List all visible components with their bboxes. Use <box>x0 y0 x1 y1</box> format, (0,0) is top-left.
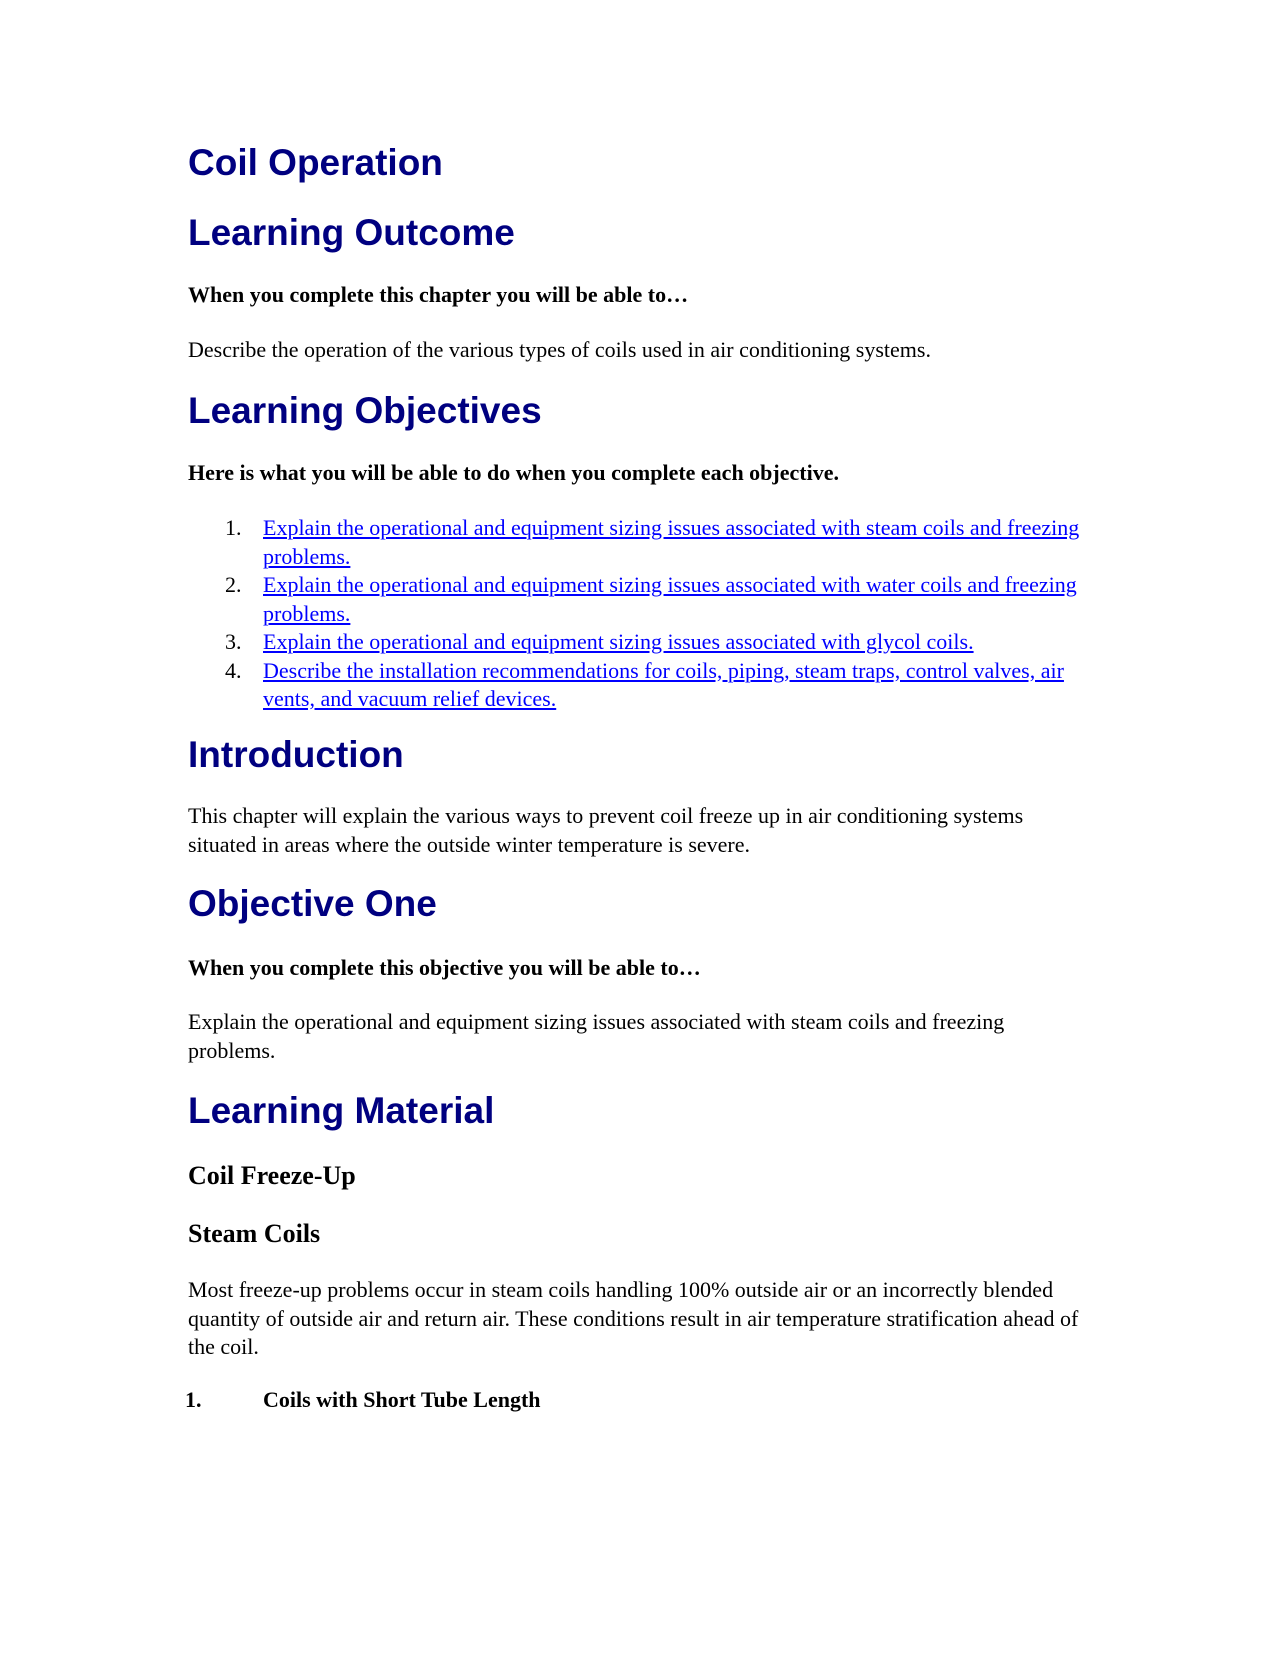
objective-number: 4. <box>225 657 242 683</box>
introduction-heading: Introduction <box>188 734 404 775</box>
objectives-list <box>188 514 1088 714</box>
objective-number: 1. <box>225 515 242 540</box>
objective-link-4[interactable]: Describe the installation recommendations for coils, piping, steam traps, control valves, air vents, and vacuum relief devices. <box>263 657 1064 711</box>
objective-one-text: Explain the operational and equipment sizing issues associated with steam coils and freezing problems. <box>188 1009 1005 1063</box>
objective-link-1[interactable]: Explain the operational and equipment sizing issues associated with steam coils and freezing problems. <box>263 515 1080 569</box>
coil-freeze-up-heading: Coil Freeze-Up <box>188 1161 356 1190</box>
section-title: Coils with Short Tube Length <box>263 1387 541 1412</box>
objective-number: 3. <box>225 629 242 654</box>
objective-one-lead: When you complete this objective you will be able to… <box>188 955 701 980</box>
steam-coils-text: Most freeze-up problems occur in steam coils handling 100% outside air or an incorrectly blended quantity of outside air and return air. These conditions result in air temperature stratification ahead of the coil. <box>188 1277 1079 1359</box>
objective-item-2 <box>188 571 1088 628</box>
numbered-section-heading <box>185 1386 541 1414</box>
learning-outcome-heading: Learning Outcome <box>188 212 515 253</box>
objective-one-heading: Objective One <box>188 883 437 924</box>
section-number: 1. <box>185 1387 202 1412</box>
objective-item-3 <box>188 628 1088 657</box>
objective-item-4 <box>188 657 1088 714</box>
objective-number: 2. <box>225 572 242 597</box>
document-title: Coil Operation <box>188 142 443 183</box>
introduction-text: This chapter will explain the various ways to prevent coil freeze up in air conditioning systems situated in areas where the outside winter temperature is severe. <box>188 803 1024 857</box>
steam-coils-heading: Steam Coils <box>188 1219 321 1248</box>
objective-item-1 <box>188 514 1088 571</box>
learning-outcome-lead: When you complete this chapter you will be able to… <box>188 282 689 307</box>
objective-link-2[interactable]: Explain the operational and equipment sizing issues associated with water coils and freezing problems. <box>263 572 1077 626</box>
learning-outcome-text: Describe the operation of the various types of coils used in air conditioning systems. <box>188 337 931 362</box>
learning-objectives-lead: Here is what you will be able to do when you complete each objective. <box>188 460 839 485</box>
objective-link-3[interactable]: Explain the operational and equipment sizing issues associated with glycol coils. <box>263 629 974 654</box>
learning-material-heading: Learning Material <box>188 1090 495 1131</box>
learning-objectives-heading: Learning Objectives <box>188 390 542 431</box>
